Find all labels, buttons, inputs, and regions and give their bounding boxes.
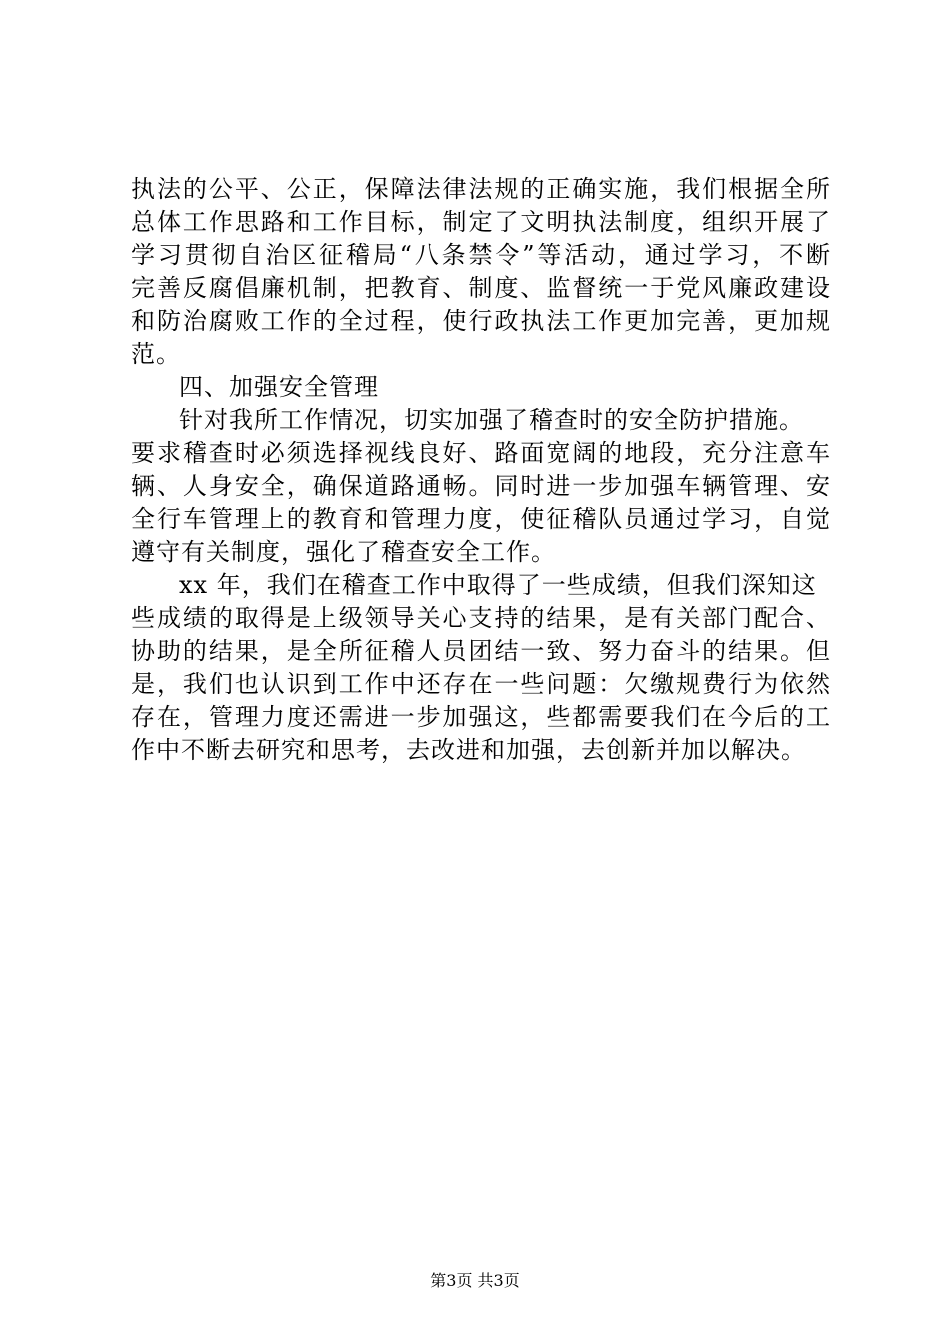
- text-line: 是，我们也认识到工作中还存在一些问题：欠缴规费行为依然: [131, 670, 831, 698]
- text-line: 执法的公平、公正，保障法律法规的正确实施，我们根据全所: [131, 175, 831, 203]
- text-line: 遵守有关制度，强化了稽查安全工作。: [131, 538, 556, 566]
- text-line: 完善反腐倡廉机制，把教育、制度、监督统一于党风廉政建设: [131, 274, 831, 302]
- text-line: 范。: [131, 340, 181, 368]
- text-line: 作中不断去研究和思考，去改进和加强，去创新并加以解决。: [131, 736, 806, 764]
- text-line: xx 年，我们在稽查工作中取得了一些成绩，但我们深知这: [179, 571, 817, 599]
- text-line: 总体工作思路和工作目标，制定了文明执法制度，组织开展了: [131, 208, 831, 236]
- text-line: 和防治腐败工作的全过程，使行政执法工作更加完善，更加规: [131, 307, 831, 335]
- text-line: 些成绩的取得是上级领导关心支持的结果，是有关部门配合、: [131, 604, 831, 632]
- body-text: [131, 173, 831, 767]
- text-line: 学习贯彻自治区征稽局“八条禁令”等活动，通过学习，不断: [131, 241, 831, 269]
- text-line: 要求稽查时必须选择视线良好、路面宽阔的地段，充分注意车: [131, 439, 831, 467]
- text-line: 存在，管理力度还需进一步加强这，些都需要我们在今后的工: [131, 703, 831, 731]
- section-heading: 四、加强安全管理: [179, 373, 379, 401]
- text-line: 协助的结果，是全所征稽人员团结一致、努力奋斗的结果。但: [131, 637, 831, 665]
- text-line: 全行车管理上的教育和管理力度，使征稽队员通过学习，自觉: [131, 505, 831, 533]
- page-number: 第3页 共3页: [430, 1271, 520, 1290]
- text-line: 辆、人身安全，确保道路通畅。同时进一步加强车辆管理、安: [131, 472, 831, 500]
- text-line: 针对我所工作情况，切实加强了稽查时的安全防护措施。: [179, 406, 804, 434]
- page-footer: [0, 1270, 950, 1292]
